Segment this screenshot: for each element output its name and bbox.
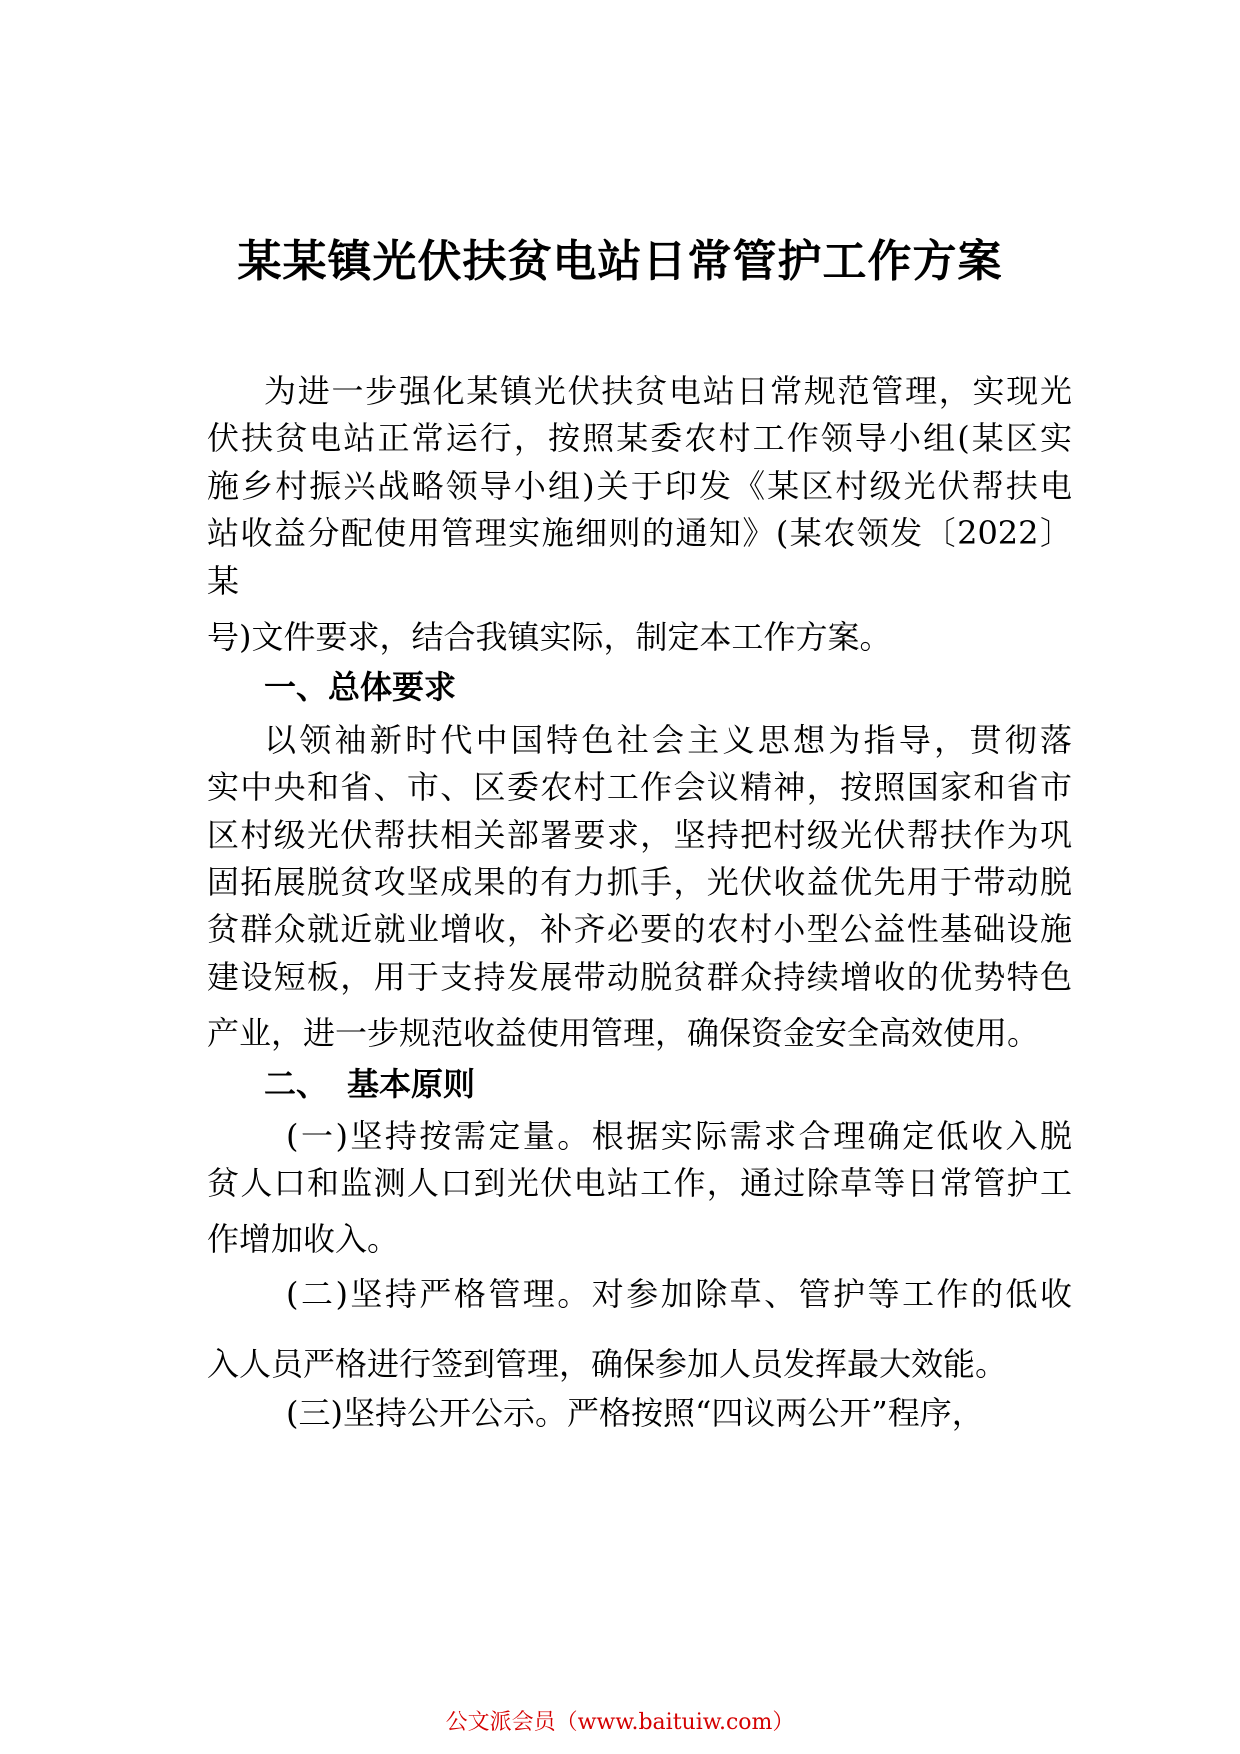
- principle-2-line-1: (二)坚持严格管理。对参加除草、管护等工作的低收: [286, 1275, 1072, 1313]
- principle-1-line-1: (一)坚持按需定量。根据实际需求合理确定低收入脱: [286, 1117, 1072, 1155]
- section1-line-2: 实中央和省、市、区委农村工作会议精神，按照国家和省市: [207, 768, 1072, 806]
- principle-1-line-3: 作增加收入。: [207, 1220, 400, 1258]
- section-heading-2-number: 二、: [264, 1065, 329, 1103]
- intro-line-1: 为进一步强化某镇光伏扶贫电站日常规范管理，实现光: [264, 372, 1072, 410]
- section1-line-6: 建设短板，用于支持发展带动脱贫群众持续增收的优势特色: [207, 958, 1072, 996]
- section1-line-1: 以领袖新时代中国特色社会主义思想为指导，贯彻落: [264, 721, 1072, 759]
- principle-3-line-1: (三)坚持公开公示。严格按照“四议两公开”程序，: [286, 1394, 984, 1432]
- section1-line-3: 区村级光伏帮扶相关部署要求，坚持把村级光伏帮扶作为巩: [207, 816, 1072, 854]
- principle-2-line-2: 入人员严格进行签到管理，确保参加人员发挥最大效能。: [207, 1345, 1008, 1383]
- section-heading-1: 一、总体要求: [264, 668, 457, 706]
- intro-line-4: 站收益分配使用管理实施细则的通知》(某农领发〔2022〕: [207, 514, 1072, 552]
- principle-1-line-2: 贫人口和监测人口到光伏电站工作，通过除草等日常管护工: [207, 1164, 1072, 1202]
- document-title: 某某镇光伏扶贫电站日常管护工作方案: [237, 236, 1003, 287]
- intro-line-5: 某: [207, 562, 240, 600]
- section1-line-5: 贫群众就近就业增收，补齐必要的农村小型公益性基础设施: [207, 910, 1072, 948]
- intro-line-2: 伏扶贫电站正常运行，按照某委农村工作领导小组(某区实: [207, 419, 1072, 457]
- section1-line-7: 产业，进一步规范收益使用管理，确保资金安全高效使用。: [207, 1014, 1040, 1052]
- intro-line-6: 号)文件要求，结合我镇实际，制定本工作方案。: [207, 618, 892, 656]
- intro-line-3: 施乡村振兴战略领导小组)关于印发《某区村级光伏帮扶电: [207, 467, 1072, 505]
- section1-line-4: 固拓展脱贫攻坚成果的有力抓手，光伏收益优先用于带动脱: [207, 863, 1072, 901]
- footer-watermark: 公文派会员（www.baituiw.com）: [445, 1710, 795, 1735]
- section-heading-2-text: 基本原则: [347, 1065, 476, 1103]
